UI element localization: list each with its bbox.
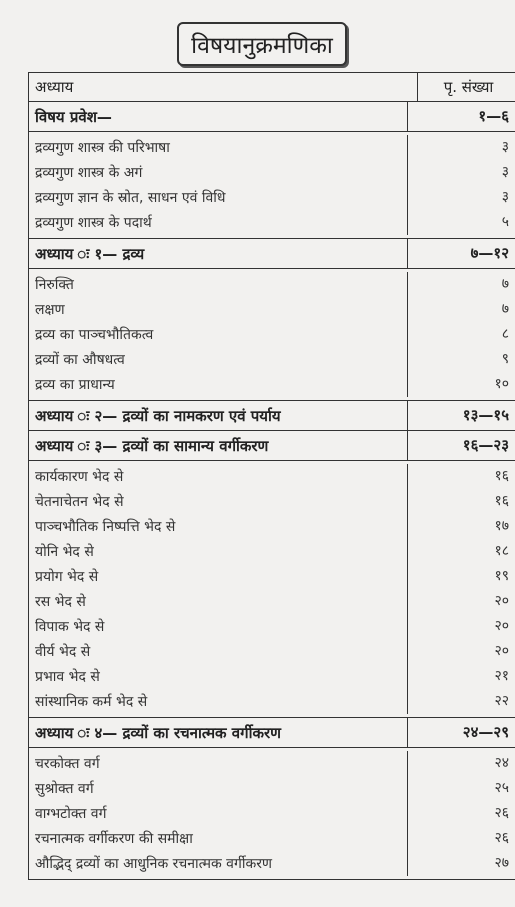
item-label: योनि भेद से	[35, 544, 94, 560]
item-page: २५	[407, 776, 515, 801]
item-label: द्रव्य का पाञ्चभौतिकत्व	[35, 327, 154, 343]
list-item	[29, 185, 515, 210]
item-label: निरुक्ति	[35, 277, 74, 293]
toc-section	[29, 717, 515, 879]
toc-header	[29, 73, 515, 101]
list-item	[29, 801, 515, 826]
item-page: १०	[407, 372, 515, 397]
section-heading: अध्याय ः ३— द्रव्यों का सामान्य वर्गीकरण	[35, 436, 269, 455]
section-pages: १३—१५	[407, 401, 515, 430]
list-item	[29, 664, 515, 689]
item-page: ७	[407, 272, 515, 297]
item-page: ३	[407, 160, 515, 185]
item-label: प्रयोग भेद से	[35, 569, 99, 585]
list-item	[29, 347, 515, 372]
list-item	[29, 210, 515, 235]
section-heading-row	[29, 401, 515, 430]
list-item	[29, 372, 515, 397]
page-column-header: पृ. संख्या	[417, 73, 515, 101]
section-items	[29, 132, 515, 238]
header-row	[29, 73, 515, 101]
item-label: सांस्थानिक कर्म भेद से	[35, 694, 148, 710]
list-item	[29, 614, 515, 639]
item-label: द्रव्यगुण शास्त्र की परिभाषा	[35, 140, 170, 156]
item-label: वाग्भटोक्त वर्ग	[35, 806, 107, 822]
list-item	[29, 751, 515, 776]
list-item	[29, 135, 515, 160]
section-pages: १—६	[407, 102, 515, 131]
item-page: २१	[407, 664, 515, 689]
section-heading-row	[29, 431, 515, 461]
item-page: १६	[407, 464, 515, 489]
item-page: ९	[407, 347, 515, 372]
list-item	[29, 514, 515, 539]
section-heading-row	[29, 718, 515, 748]
page-title: विषयानुक्रमणिका	[177, 22, 347, 66]
item-page: ३	[407, 185, 515, 210]
toc-section	[29, 400, 515, 430]
item-page: २४	[407, 751, 515, 776]
section-heading: विषय प्रवेश—	[35, 107, 112, 126]
item-label: रचनात्मक वर्गीकरण की समीक्षा	[35, 831, 193, 847]
list-item	[29, 589, 515, 614]
item-page: २७	[407, 851, 515, 876]
item-page: २०	[407, 589, 515, 614]
item-page: १८	[407, 539, 515, 564]
list-item	[29, 851, 515, 876]
item-page: २६	[407, 801, 515, 826]
toc-section	[29, 430, 515, 717]
item-page: २०	[407, 639, 515, 664]
section-pages: ७—१२	[407, 239, 515, 268]
list-item	[29, 564, 515, 589]
item-page: ७	[407, 297, 515, 322]
item-label: प्रभाव भेद से	[35, 669, 100, 685]
item-page: १६	[407, 489, 515, 514]
item-page: १७	[407, 514, 515, 539]
item-label: द्रव्यों का औषधत्व	[35, 352, 125, 368]
section-heading: अध्याय ः १— द्रव्य	[35, 244, 145, 263]
item-label: द्रव्यगुण शास्त्र के पदार्थ	[35, 215, 152, 231]
item-label: द्रव्यगुण ज्ञान के स्रोत, साधन एवं विधि	[35, 190, 226, 206]
item-label: कार्यकारण भेद से	[35, 469, 124, 485]
section-heading: अध्याय ः ४— द्रव्यों का रचनात्मक वर्गीकरण	[35, 723, 281, 742]
item-label: वीर्य भेद से	[35, 644, 91, 660]
section-heading-row	[29, 239, 515, 269]
list-item	[29, 689, 515, 714]
section-pages: २४—२९	[407, 718, 515, 747]
list-item	[29, 297, 515, 322]
item-label: द्रव्य का प्राधान्य	[35, 377, 115, 393]
section-items	[29, 461, 515, 717]
list-item	[29, 489, 515, 514]
item-label: द्रव्यगुण शास्त्र के अगं	[35, 165, 143, 181]
item-label: लक्षण	[35, 302, 65, 318]
section-heading: अध्याय ः २— द्रव्यों का नामकरण एवं पर्याय	[35, 406, 281, 425]
item-page: २२	[407, 689, 515, 714]
item-label: चरकोक्त वर्ग	[35, 756, 100, 772]
item-label: औद्भिद् द्रव्यों का आधुनिक रचनात्मक वर्गीकरण	[35, 856, 273, 872]
item-page: १९	[407, 564, 515, 589]
item-label: चेतनाचेतन भेद से	[35, 494, 124, 510]
toc-section	[29, 238, 515, 400]
list-item	[29, 322, 515, 347]
item-page: ३	[407, 135, 515, 160]
chapter-column-header: अध्याय	[35, 78, 74, 96]
list-item	[29, 160, 515, 185]
list-item	[29, 826, 515, 851]
section-pages: १६—२३	[407, 431, 515, 460]
section-heading-row	[29, 102, 515, 132]
item-label: पाञ्चभौतिक निष्पत्ति भेद से	[35, 519, 176, 535]
item-label: सुश्रोक्त वर्ग	[35, 781, 94, 797]
table-of-contents	[28, 72, 515, 880]
item-page: ५	[407, 210, 515, 235]
list-item	[29, 272, 515, 297]
item-label: रस भेद से	[35, 594, 86, 610]
toc-section	[29, 101, 515, 238]
item-page: २०	[407, 614, 515, 639]
list-item	[29, 776, 515, 801]
item-page: २६	[407, 826, 515, 851]
item-page: ८	[407, 322, 515, 347]
list-item	[29, 464, 515, 489]
section-items	[29, 748, 515, 879]
list-item	[29, 639, 515, 664]
item-label: विपाक भेद से	[35, 619, 105, 635]
list-item	[29, 539, 515, 564]
section-items	[29, 269, 515, 400]
